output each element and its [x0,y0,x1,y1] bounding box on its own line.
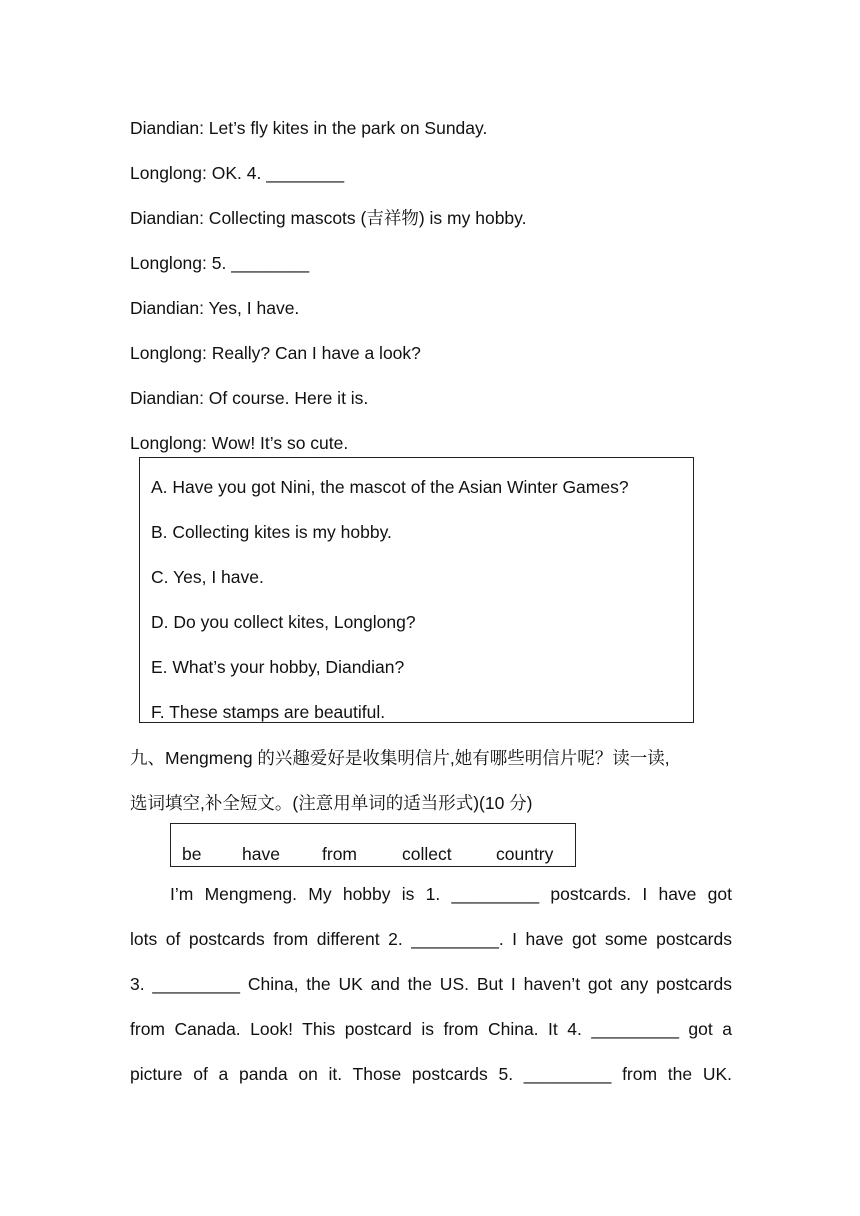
option-e: E. What’s your hobby, Diandian? [151,657,405,677]
dialogue-line: Diandian: Collecting mascots (吉祥物) is my hobby. [130,208,527,228]
word-bank [170,823,576,867]
word-have: have [242,844,280,864]
option-f: F. These stamps are beautiful. [151,702,386,722]
passage-line: 3. _________ China, the UK and the US. But I haven’t got any postcards [130,974,732,994]
dialogue-line: Longlong: OK. 4. ________ [130,163,345,183]
option-b: B. Collecting kites is my hobby. [151,522,392,542]
dialogue-line: Longlong: 5. ________ [130,253,310,273]
word-from: from [322,844,357,864]
option-d: D. Do you collect kites, Longlong? [151,612,416,632]
passage-line: picture of a panda on it. Those postcards 5. _________ from the UK. [130,1064,732,1084]
dialogue-line: Longlong: Really? Can I have a look? [130,343,421,363]
dialogue-line: Diandian: Of course. Here it is. [130,388,369,408]
word-country: country [496,844,554,864]
word-be: be [182,844,202,864]
section-heading: 九、Mengmeng 的兴趣爱好是收集明信片,她有哪些明信片呢？读一读, [130,748,670,768]
passage-line: from Canada. Look! This postcard is from China. It 4. _________ got a [130,1019,732,1039]
word-collect: collect [402,844,452,864]
passage-line: I’m Mengmeng. My hobby is 1. _________ postcards. I have got [170,884,732,904]
section-heading-cont: 选词填空,补全短文。(注意用单词的适当形式)(10 分) [130,793,533,813]
dialogue-line: Diandian: Let’s fly kites in the park on Sunday. [130,118,488,138]
options-box [139,457,694,723]
option-a: A. Have you got Nini, the mascot of the Asian Winter Games? [151,477,629,497]
dialogue-line: Diandian: Yes, I have. [130,298,300,318]
dialogue-line: Longlong: Wow! It’s so cute. [130,433,349,453]
option-c: C. Yes, I have. [151,567,264,587]
passage-line: lots of postcards from different 2. _________. I have got some postcards [130,929,732,949]
